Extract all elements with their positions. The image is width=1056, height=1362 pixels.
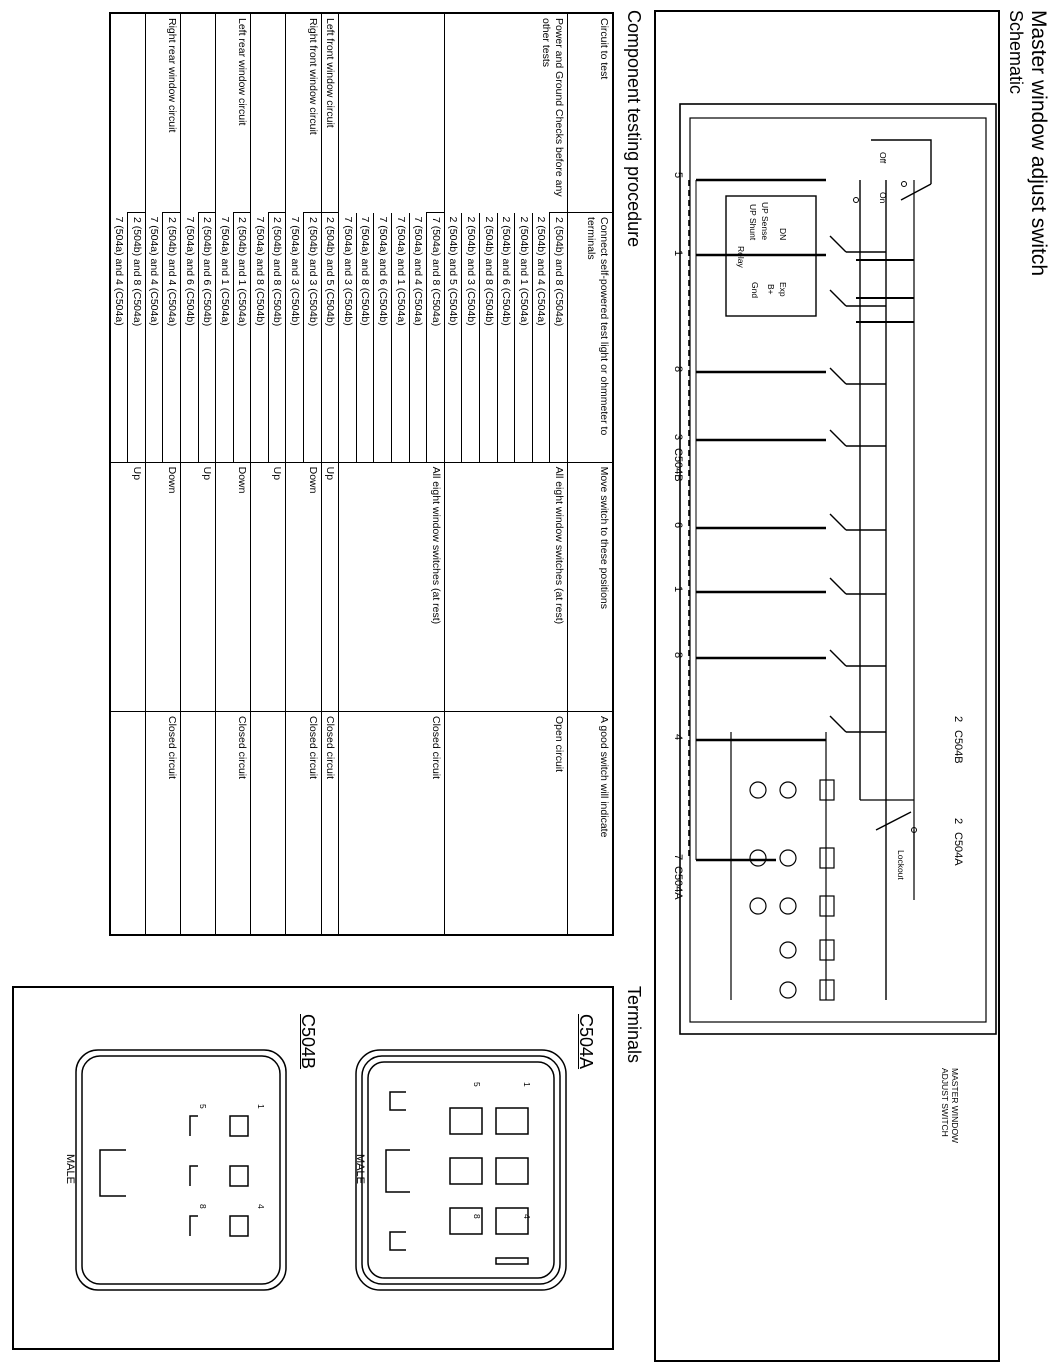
- pin-label: 8: [672, 366, 684, 373]
- top-pin-connector: C504A: [952, 832, 964, 866]
- circuit-cell: Right rear window circuit: [145, 13, 180, 213]
- pin-label: 1: [672, 250, 684, 257]
- terminals-heading: Terminals: [624, 986, 644, 1064]
- terminals-cell: 7 (504a) and 8 (C504b): [356, 213, 374, 463]
- terminals-drawing: [26, 1000, 586, 1340]
- circuit-cell: [180, 13, 215, 213]
- terminals-cell: 7 (504a) and 6 (C504b): [374, 213, 392, 463]
- relay-term-gnd: Gnd: [750, 282, 760, 299]
- on-label: On: [878, 192, 888, 204]
- terminals-cell: 2 (504b) and 1 (C504a): [515, 213, 533, 463]
- position-cell: All eight window switches (at rest): [339, 462, 445, 711]
- procedure-row: [198, 13, 216, 935]
- terminals-cell: 7 (504a) and 4 (C504a): [409, 213, 427, 463]
- procedure-row: [427, 13, 445, 935]
- c504b-pin: 4: [256, 1204, 266, 1209]
- terminals-cell: 7 (504a) and 8 (C504b): [251, 213, 269, 463]
- pin-connector-label: C504A: [672, 866, 684, 900]
- position-cell: Up: [110, 462, 146, 711]
- procedure-row: [128, 13, 146, 935]
- pin-label: 4: [672, 734, 684, 741]
- indicate-cell: [251, 712, 286, 935]
- indicate-cell: Closed circuit: [145, 712, 180, 935]
- procedure-row: [233, 13, 251, 935]
- terminals-cell: 2 (504b) and 4 (C504a): [163, 213, 181, 463]
- pin-label: 8: [672, 652, 684, 659]
- indicate-cell: Closed circuit: [216, 712, 251, 935]
- switch-label-line-1: MASTER WINDOW: [950, 1068, 960, 1144]
- page-title: Master window adjust switch: [1027, 10, 1050, 277]
- terminals-cell: 7 (504a) and 1 (C504a): [392, 213, 410, 463]
- position-cell: Up: [251, 462, 286, 711]
- procedure-header-row: [568, 13, 614, 935]
- c504a-gender: MALE: [354, 1154, 366, 1184]
- pin-label: 5: [672, 172, 684, 179]
- relay-term-dn: DN: [778, 228, 788, 241]
- procedure-row: [268, 13, 286, 935]
- header-terminals: Connect self-powered test light or ohmmeter to terminals: [568, 213, 614, 463]
- circuit-cell: [110, 13, 146, 213]
- circuit-cell: Left front window circuit: [321, 13, 339, 213]
- indicate-cell: [180, 712, 215, 935]
- top-pin-label: 2: [952, 716, 964, 723]
- relay-term-up-sense: UP Sense: [760, 202, 770, 241]
- indicate-cell: Closed circuit: [339, 712, 445, 935]
- header-circuit: Circuit to test: [568, 13, 614, 213]
- terminals-cell: 2 (504b) and 8 (C504b): [268, 213, 286, 463]
- terminals-cell: 7 (504a) and 3 (C504b): [339, 213, 357, 463]
- c504b-pin: 5: [198, 1104, 208, 1109]
- circuit-cell: Power and Ground Checks before any other tests: [444, 13, 567, 213]
- procedure-row: [163, 13, 181, 935]
- relay-term-exp: Exp: [778, 282, 788, 297]
- circuit-cell: Left rear window circuit: [216, 13, 251, 213]
- c504b-label: C504B: [298, 1014, 318, 1070]
- lockout-label: Lockout: [896, 850, 906, 880]
- relay-term-bplus: B+: [766, 284, 776, 295]
- terminals-cell: 2 (504b) and 5 (C504b): [444, 213, 462, 463]
- c504a-pin: 8: [472, 1214, 482, 1219]
- pin-label: 6: [672, 522, 684, 529]
- terminals-cell: 2 (504b) and 1 (C504a): [233, 213, 251, 463]
- position-cell: Up: [321, 462, 339, 711]
- terminals-cell: 2 (504b) and 8 (C504a): [550, 213, 568, 463]
- indicate-cell: Closed circuit: [321, 712, 339, 935]
- pin-label: 7: [672, 854, 684, 861]
- switch-label-line-2: ADJUST SWITCH: [940, 1068, 950, 1137]
- circuit-cell: [339, 13, 445, 213]
- header-indicate: A good switch will indicate: [568, 712, 614, 935]
- relay-term-up-shunt: UP Shunt: [748, 204, 758, 241]
- switch-label: [940, 1068, 960, 1143]
- procedure-table: [109, 12, 614, 936]
- c504b-gender: MALE: [64, 1154, 76, 1184]
- c504b-pin: 1: [256, 1104, 266, 1109]
- terminals-cell: 2 (504b) and 5 (C504b): [321, 213, 339, 463]
- header-positions: Move switch to these positions: [568, 462, 614, 711]
- terminals-cell: 2 (504b) and 8 (C504a): [128, 213, 146, 463]
- top-pin-connector: C504B: [952, 730, 964, 764]
- pin-label: 3: [672, 434, 684, 441]
- off-label: Off: [878, 152, 888, 164]
- procedure-row: [321, 13, 339, 935]
- position-cell: Down: [145, 462, 180, 711]
- circuit-cell: [251, 13, 286, 213]
- terminals-cell: 7 (504a) and 8 (C504a): [427, 213, 445, 463]
- procedure-heading: Component testing procedure: [624, 10, 644, 248]
- terminals-cell: 7 (504a) and 6 (C504b): [180, 213, 198, 463]
- c504a-pin: 1: [522, 1082, 532, 1087]
- terminals-cell: 2 (504b) and 6 (C504b): [198, 213, 216, 463]
- schematic-heading: Schematic: [1006, 10, 1026, 95]
- relay-term-relay: Relay: [736, 246, 746, 268]
- indicate-cell: [110, 712, 146, 935]
- circuit-cell: Right front window circuit: [286, 13, 321, 213]
- terminals-cell: 7 (504a) and 4 (C504a): [110, 213, 128, 463]
- indicate-cell: Open circuit: [444, 712, 567, 935]
- terminals-cell: 2 (504b) and 3 (C504b): [462, 213, 480, 463]
- c504b-pin: 8: [198, 1204, 208, 1209]
- position-cell: Down: [216, 462, 251, 711]
- pin-label: 1: [672, 586, 684, 593]
- c504a-pin: 4: [522, 1214, 532, 1219]
- terminals-cell: 2 (504b) and 3 (C504b): [304, 213, 322, 463]
- position-cell: Up: [180, 462, 215, 711]
- c504a-label: C504A: [576, 1014, 596, 1070]
- terminals-cell: 7 (504a) and 1 (C504a): [216, 213, 234, 463]
- top-pin-label: 2: [952, 818, 964, 825]
- position-cell: Down: [286, 462, 321, 711]
- terminals-cell: 2 (504b) and 8 (C504b): [480, 213, 498, 463]
- position-cell: All eight window switches (at rest): [444, 462, 567, 711]
- terminals-cell: 7 (504a) and 3 (C504b): [286, 213, 304, 463]
- pin-connector-label: C504B: [672, 448, 684, 482]
- terminals-cell: 7 (504a) and 4 (C504a): [145, 213, 163, 463]
- indicate-cell: Closed circuit: [286, 712, 321, 935]
- terminals-cell: 2 (504b) and 6 (C504b): [497, 213, 515, 463]
- terminals-cell: 2 (504b) and 4 (C504a): [532, 213, 550, 463]
- c504a-pin: 5: [472, 1082, 482, 1087]
- procedure-row: [304, 13, 322, 935]
- schematic-diagram: [616, 0, 1056, 1362]
- procedure-row: [550, 13, 568, 935]
